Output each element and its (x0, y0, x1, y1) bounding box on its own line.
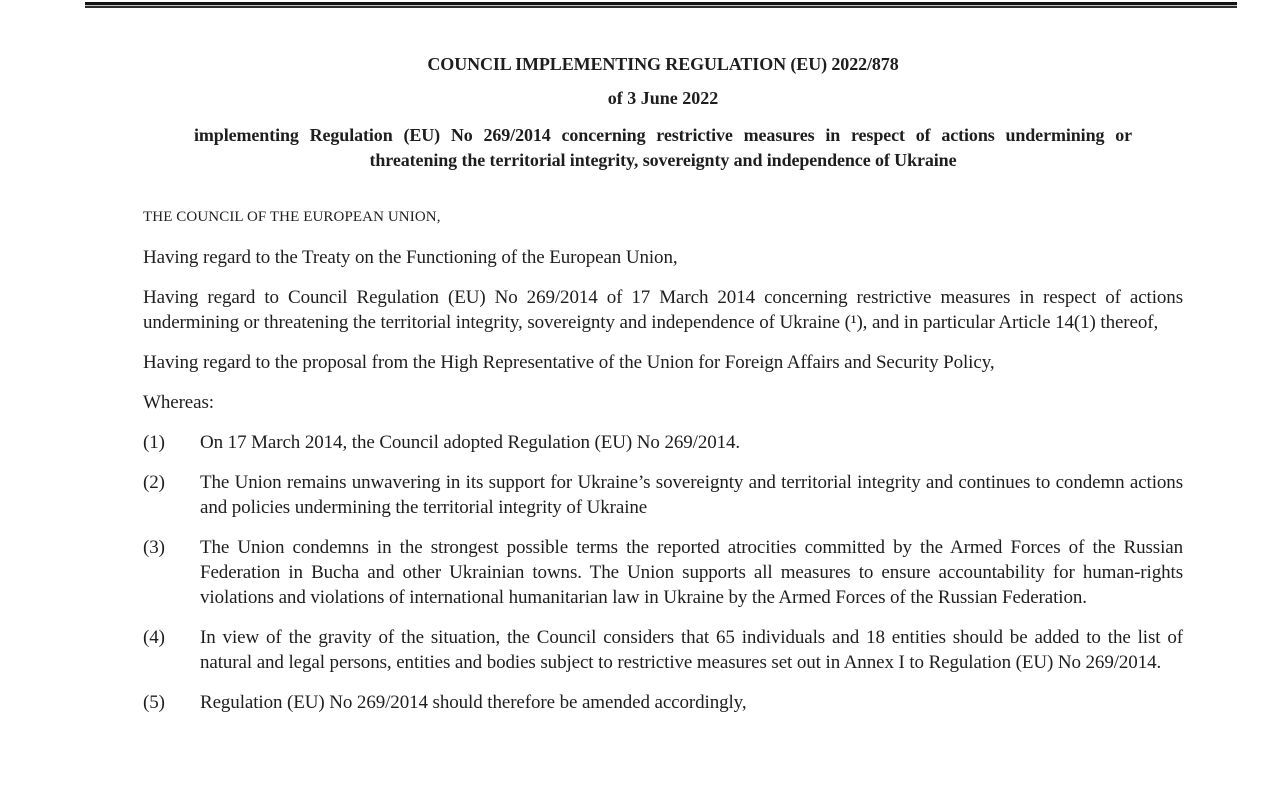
preamble-citation-treaty: Having regard to the Treaty on the Functioning of the European Union, (143, 247, 678, 268)
preamble-whereas: Whereas: (143, 392, 214, 413)
document-body (143, 0, 1183, 730)
recital-number: (2) (143, 472, 165, 493)
recital-number: (4) (143, 627, 165, 648)
recital-text: Regulation (EU) No 269/2014 should therefore be amended accordingly, (200, 692, 747, 713)
preamble-citation-regulation: Having regard to Council Regulation (EU) No 269/2014 of 17 March 2014 concerning restrictive measures in respect of actions undermining or threatening the territorial integrity, sovereignty and independence of Ukraine (¹), and in particular Article 14(1) thereof, (143, 287, 1183, 333)
recital-item-3 (143, 535, 1183, 610)
recital-text: The Union condemns in the strongest possible terms the reported atrocities committed by the Armed Forces of the Russian Federation in Bucha and other Ukrainian towns. The Union supports all measures to ensure accountability for human-rights violations and violations of international humanitarian law in Ukraine by the Armed Forces of the Russian Federation. (200, 537, 1183, 608)
doc-subtitle: implementing Regulation (EU) No 269/2014 concerning restrictive measures in respect of actions undermining or threatening the territorial integrity, sovereignty and independence of Ukraine (194, 125, 1132, 170)
recital-item-5 (143, 690, 1183, 715)
preamble-enacting-authority: THE COUNCIL OF THE EUROPEAN UNION, (143, 209, 441, 225)
recital-number: (5) (143, 692, 165, 713)
recital-item-4 (143, 625, 1183, 675)
recital-text: On 17 March 2014, the Council adopted Regulation (EU) No 269/2014. (200, 432, 741, 453)
recital-text: In view of the gravity of the situation, the Council considers that 65 individuals and 18 entities should be added to the list of natural and legal persons, entities and bodies subject to restrictive measures set out in Annex I to Regulation (EU) No 269/2014. (200, 627, 1183, 673)
recital-number: (3) (143, 537, 165, 558)
recital-number: (1) (143, 432, 165, 453)
recital-item-1 (143, 430, 1183, 455)
doc-title: COUNCIL IMPLEMENTING REGULATION (EU) 2022/878 (427, 54, 899, 74)
recital-item-2 (143, 470, 1183, 520)
preamble-citation-proposal: Having regard to the proposal from the High Representative of the Union for Foreign Affairs and Security Policy, (143, 352, 995, 373)
doc-date-line: of 3 June 2022 (607, 88, 719, 108)
recital-text: The Union remains unwavering in its support for Ukraine’s sovereignty and territorial integrity and continues to condemn actions and policies undermining the territorial integrity of Ukraine (200, 472, 1183, 518)
